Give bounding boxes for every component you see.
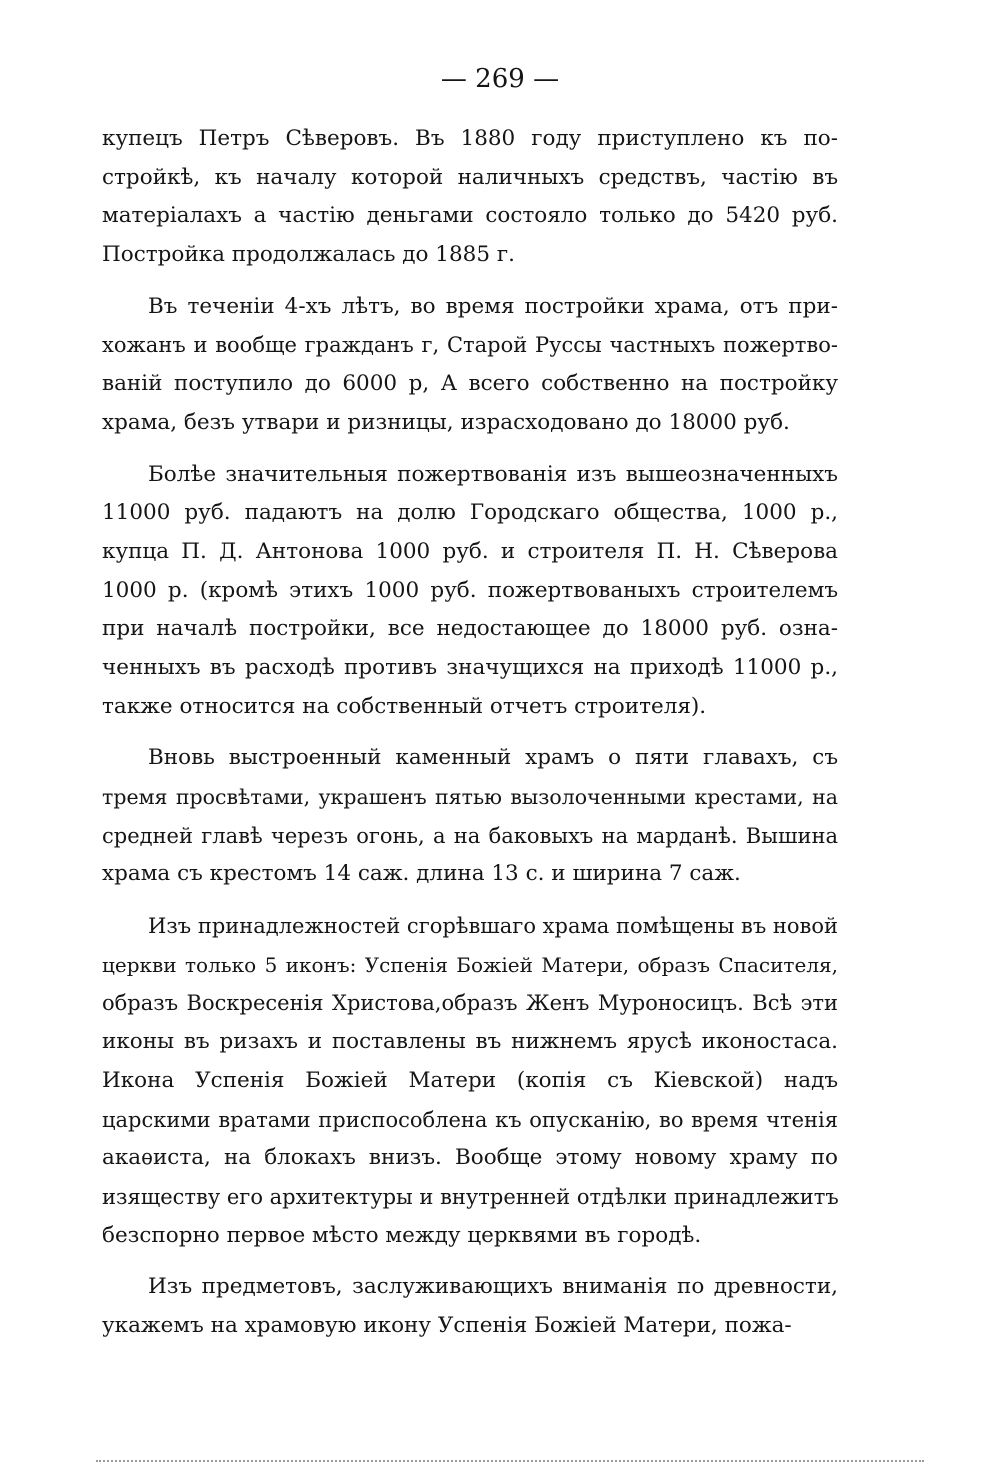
page-number: — 269 — <box>440 64 560 94</box>
text-line: средней главѣ черезъ огонь, а на баковыхъ на марданѣ. Вышина <box>102 823 838 848</box>
paragraph <box>102 1268 838 1345</box>
text-line: при началѣ постройки, все недостающее до 18000 руб. озна- <box>102 616 838 642</box>
text-line: ченныхъ въ расходѣ противъ значущихся на приходѣ 11000 р., <box>102 654 838 680</box>
text-line: Болѣе значительныя пожертвованія изъ вышеозначенныхъ <box>148 461 838 487</box>
text-line: Въ теченіи 4-хъ лѣтъ, во время постройки храма, отъ при- <box>148 293 838 319</box>
text-line: Икона Успенія Божіей Матери (копія съ Кіевской) надъ <box>102 1067 838 1093</box>
bottom-edge-rule <box>96 1460 924 1462</box>
text-line: ваній поступило до 6000 р, А всего собственно на постройку <box>102 371 838 397</box>
text-line: изяществу его архитектуры и внутренней отдѣлки принадлежитъ <box>102 1184 839 1209</box>
text-line: хожанъ и вообще гражданъ г, Старой Руссы частныхъ пожертво- <box>102 333 838 358</box>
text-line: храма, безъ утвари и ризницы, израсходовано до 18000 руб. <box>102 409 790 435</box>
text-line: матеріалахъ а частію деньгами состояло только до 5420 руб. <box>102 203 838 229</box>
text-line: Постройка продолжалась до 1885 г. <box>102 242 515 268</box>
text-line: Вновь выстроенный каменный храмъ о пяти главахъ, съ <box>148 745 838 771</box>
text-line: образъ Воскресенія Христова,образъ Женъ Муроносицъ. Всѣ эти <box>102 991 838 1016</box>
text-line: акаѳиста, на блокахъ внизъ. Вообще этому новому храму по <box>102 1145 838 1171</box>
text-line: 1000 р. (кромѣ этихъ 1000 руб. пожертвованыхъ строителемъ <box>102 577 838 603</box>
text-line: церкви только 5 иконъ: Успенія Божіей Матери, образъ Спасителя, <box>102 952 838 977</box>
text-line: иконы въ ризахъ и поставлены въ нижнемъ ярусѣ иконостаса. <box>102 1029 838 1055</box>
text-line: храма съ крестомъ 14 саж. длина 13 с. и ширина 7 саж. <box>102 861 741 887</box>
body-text <box>102 120 838 1359</box>
text-line: Изъ принадлежностей сгорѣвшаго храма помѣщены въ новой <box>148 914 838 939</box>
text-line: тремя просвѣтами, украшенъ пятью вызолоченными крестами, на <box>102 785 838 809</box>
text-line: также относится на собственный отчетъ строителя). <box>102 693 707 719</box>
paragraph <box>102 739 838 894</box>
text-line: купца П. Д. Антонова 1000 руб. и строителя П. Н. Сѣверова <box>102 538 838 564</box>
paragraph <box>102 907 838 1255</box>
text-line: 11000 руб. падаютъ на долю Городскаго общества, 1000 р., <box>102 500 838 526</box>
paragraph <box>102 456 838 727</box>
text-line: укажемъ на храмовую икону Успенія Божіей Матери, пожа- <box>102 1312 792 1338</box>
text-line: Изъ предметовъ, заслуживающихъ вниманія по древности, <box>148 1274 838 1300</box>
text-line: купецъ Петръ Сѣверовъ. Въ 1880 году приступлено къ по- <box>102 126 838 151</box>
text-line: безспорно первое мѣсто между церквями въ городѣ. <box>102 1222 702 1248</box>
text-line: царскими вратами приспособлена къ опусканію, во время чтенія <box>102 1107 838 1132</box>
paragraph <box>102 120 838 275</box>
text-line: стройкѣ, къ началу которой наличныхъ средствъ, частію въ <box>102 164 838 190</box>
paragraph <box>102 288 838 443</box>
